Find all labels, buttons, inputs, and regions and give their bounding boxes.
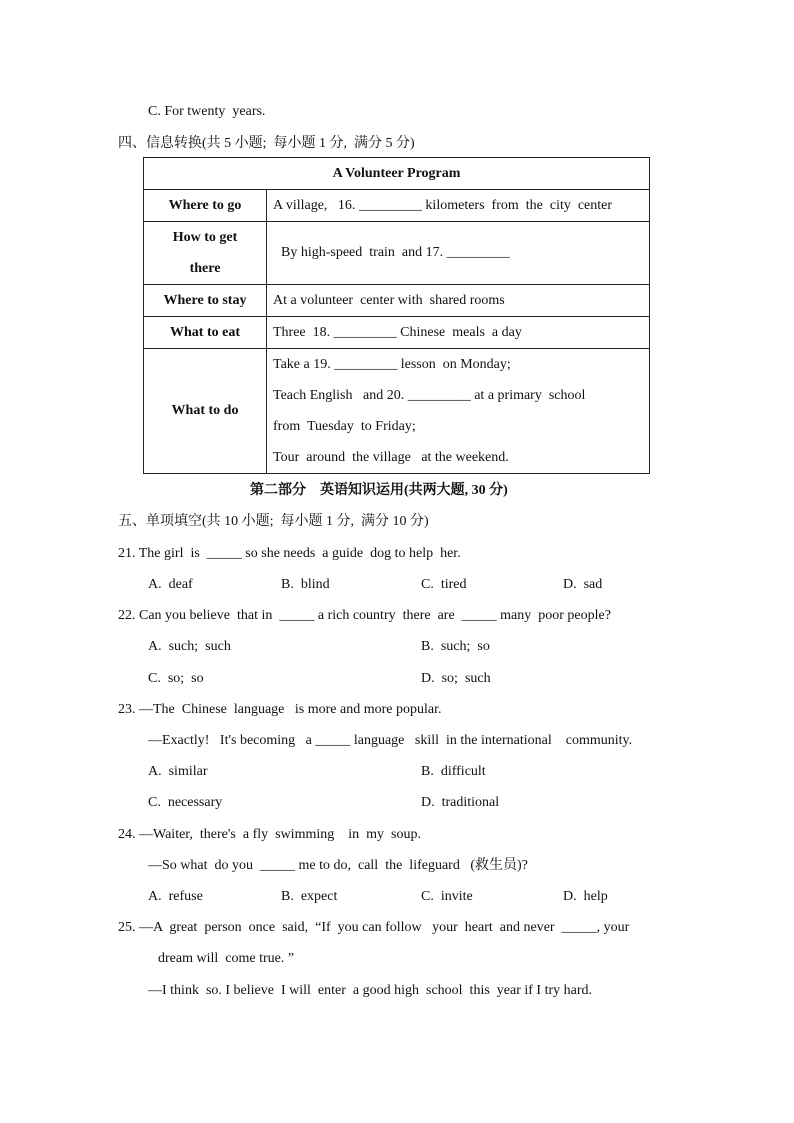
q22-option-a: A. such; such <box>148 639 231 654</box>
q23-option-d: D. traditional <box>421 795 500 810</box>
section5-heading: 五、单项填空(共 10 小题; 每小题 1 分, 满分 10 分) <box>118 514 429 529</box>
question-21-stem: 21. The girl is _____ so she needs a guide dog to help her. <box>118 546 461 561</box>
q21-option-d: D. sad <box>563 577 603 592</box>
row-label-where-to-stay: Where to stay <box>144 285 267 317</box>
row-value-what-to-do <box>267 349 650 474</box>
volunteer-program-table <box>143 157 650 474</box>
q22-option-d: D. so; such <box>421 671 491 686</box>
row-label-where-to-go: Where to go <box>144 190 267 222</box>
row-value-what-to-eat: Three 18. _________ Chinese meals a day <box>267 317 650 349</box>
activity-line: Tour around the village at the weekend. <box>273 450 509 465</box>
activity-line: from Tuesday to Friday; <box>273 419 416 434</box>
q22-option-c: C. so; so <box>148 671 204 686</box>
q21-option-b: B. blind <box>281 577 330 592</box>
q24-option-b: B. expect <box>281 889 338 904</box>
question-23-reply: —Exactly! It's becoming a _____ language skill in the international community. <box>148 733 633 748</box>
q22-option-b: B. such; so <box>421 639 490 654</box>
q21-option-a: A. deaf <box>148 577 193 592</box>
part2-heading: 第二部分 英语知识运用(共两大题, 30 分) <box>250 483 508 498</box>
label-line: How to get <box>172 230 238 245</box>
q21-option-c: C. tired <box>421 577 467 592</box>
row-label-how-to-get-there <box>144 222 267 285</box>
question-25-stem-continued: dream will come true. ” <box>158 951 295 966</box>
row-label-what-to-do: What to do <box>144 349 267 474</box>
question-24-reply: —So what do you _____ me to do, call the lifeguard (救生员)? <box>148 858 528 873</box>
question-25-reply: —I think so. I believe I will enter a good high school this year if I try hard. <box>148 983 593 998</box>
question-24-stem: 24. —Waiter, there's a fly swimming in my soup. <box>118 827 421 842</box>
q24-option-a: A. refuse <box>148 889 203 904</box>
question-25-stem: 25. —A great person once said, “If you can follow your heart and never _____, your <box>118 920 630 935</box>
row-value-where-to-go: A village, 16. _________ kilometers from the city center <box>267 190 650 222</box>
label-line: there <box>189 261 221 276</box>
row-value-where-to-stay: At a volunteer center with shared rooms <box>267 285 650 317</box>
q24-option-c: C. invite <box>421 889 473 904</box>
table-title: A Volunteer Program <box>144 158 650 190</box>
q23-option-a: A. similar <box>148 764 208 779</box>
row-label-what-to-eat: What to eat <box>144 317 267 349</box>
question-23-stem: 23. —The Chinese language is more and more popular. <box>118 702 442 717</box>
q24-option-d: D. help <box>563 889 608 904</box>
section4-heading: 四、信息转换(共 5 小题; 每小题 1 分, 满分 5 分) <box>118 136 415 151</box>
option-c-previous: C. For twenty years. <box>148 104 266 119</box>
activity-line: Teach English and 20. _________ at a primary school <box>273 388 586 403</box>
question-22-stem: 22. Can you believe that in _____ a rich country there are _____ many poor people? <box>118 608 611 623</box>
activity-line: Take a 19. _________ lesson on Monday; <box>273 357 511 372</box>
row-value-how-to-get-there: By high-speed train and 17. _________ <box>267 222 650 285</box>
q23-option-b: B. difficult <box>421 764 486 779</box>
q23-option-c: C. necessary <box>148 795 223 810</box>
